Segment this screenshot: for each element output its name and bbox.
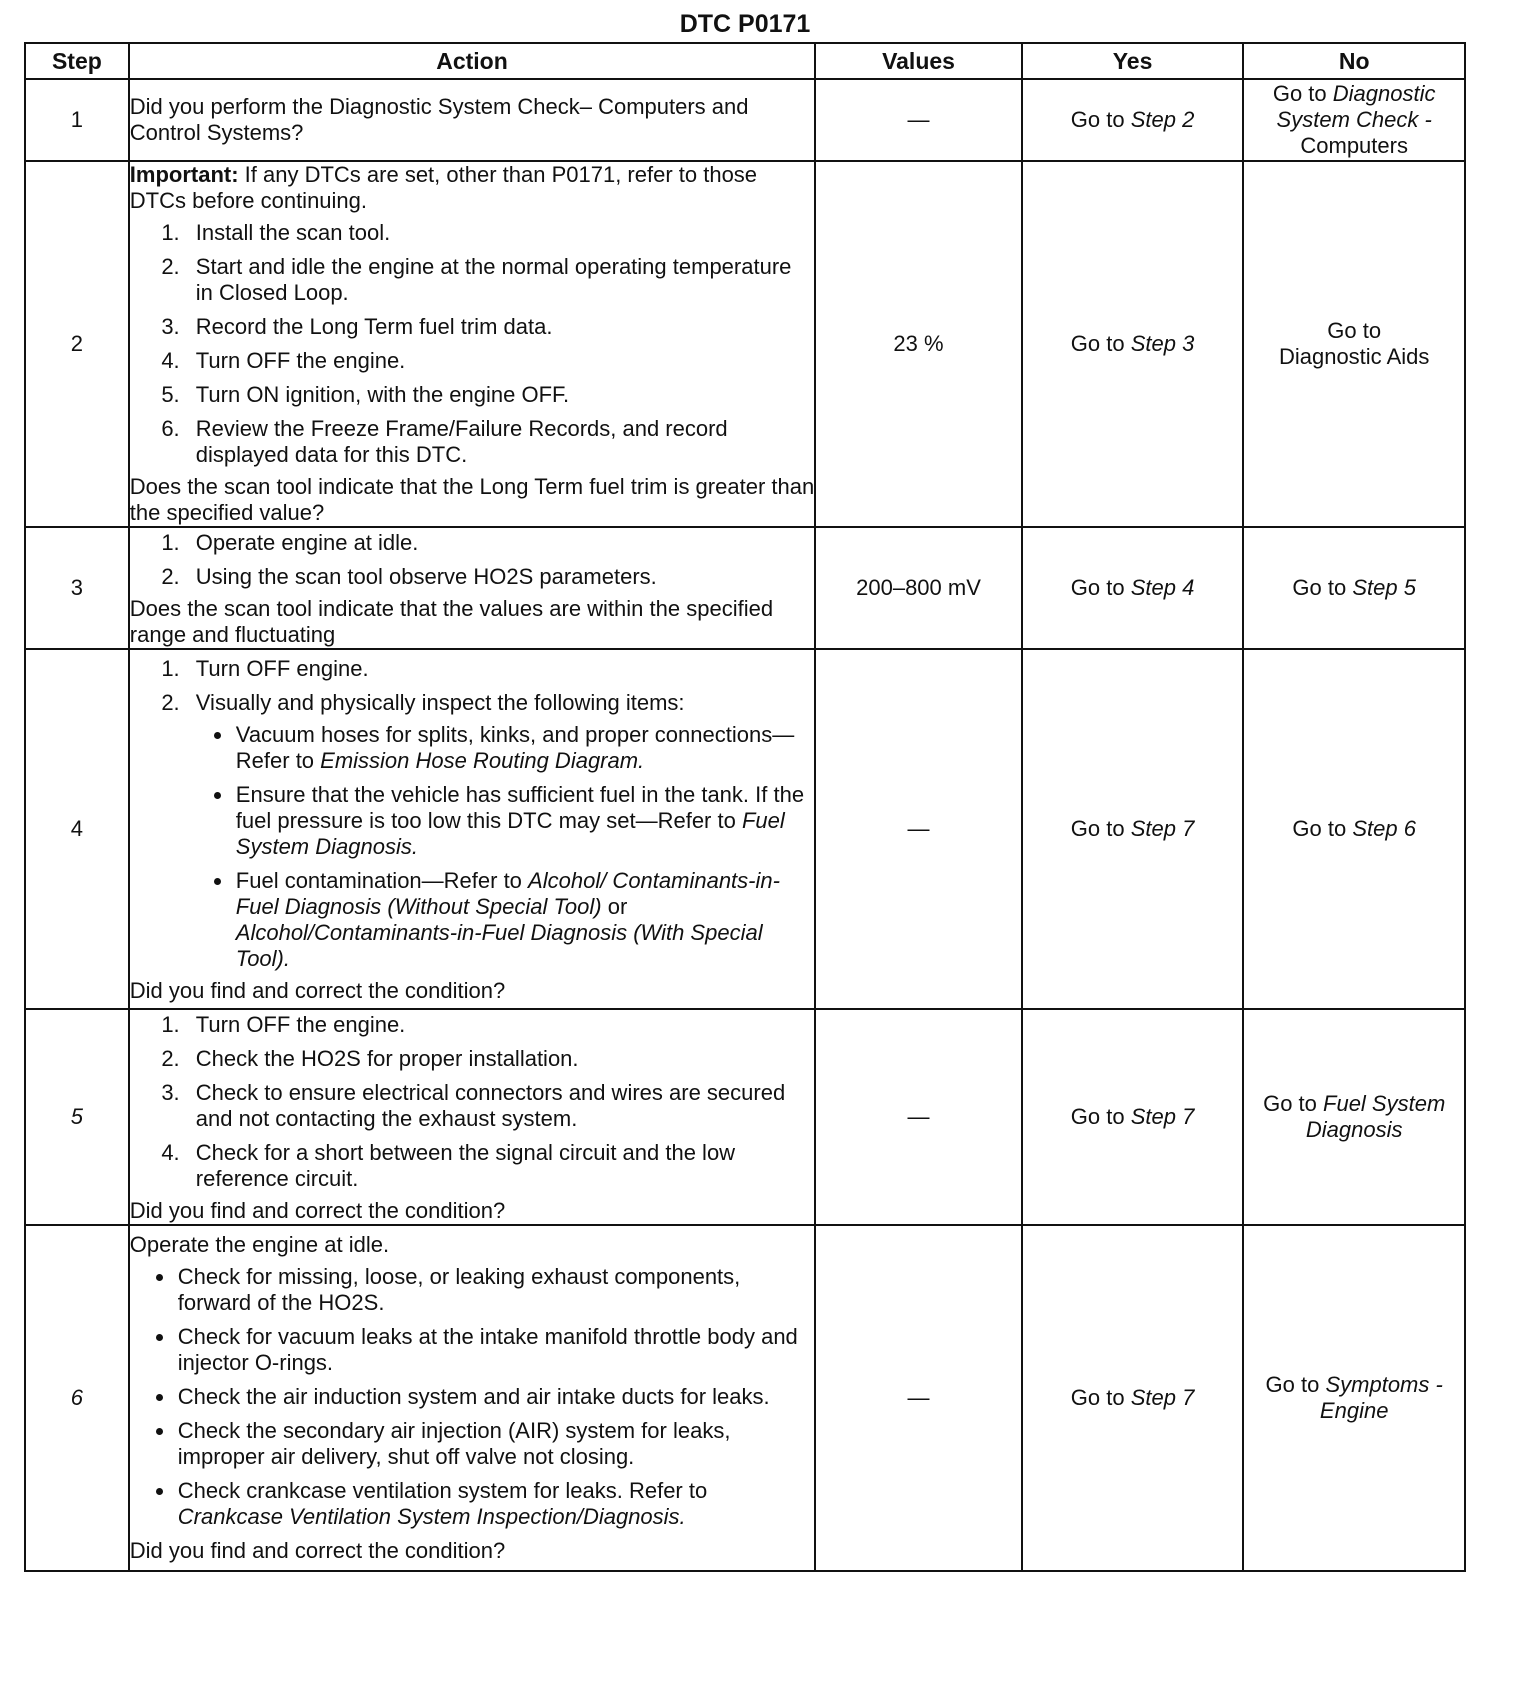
list-item: 4. Turn OFF the engine.: [186, 348, 814, 374]
reference-link[interactable]: Emission Hose Routing Diagram.: [320, 748, 645, 773]
step-number: 4: [25, 649, 129, 1009]
bullet-text: Check crankcase ventilation system for leaks. Refer to: [177, 1478, 708, 1503]
table-row: [25, 527, 1465, 649]
go-to-label: Go to: [1292, 816, 1347, 841]
reference-link[interactable]: Diagnostic Aids: [1278, 344, 1430, 369]
step-question: Did you find and correct the condition?: [129, 978, 506, 1003]
step-link[interactable]: Step 2: [1130, 107, 1195, 132]
go-to-label: Go to: [1070, 107, 1125, 132]
go-to-label: Go to: [1070, 1104, 1125, 1129]
header-step: Step: [25, 43, 129, 79]
step-action: [129, 161, 815, 527]
reference-link[interactable]: Crankcase Ventilation System Inspection/Diagnosis.: [177, 1504, 686, 1529]
step-number: 3: [25, 527, 129, 649]
step-question: Does the scan tool indicate that the Long Term fuel trim is greater than the specified value?: [129, 474, 815, 525]
header-values: Values: [815, 43, 1021, 79]
bullet-item: • Check for missing, loose, or leaking exhaust components, forward of the HO2S.: [176, 1264, 814, 1316]
list-item: 5. Turn ON ignition, with the engine OFF.: [186, 382, 814, 408]
list-item: 3. Record the Long Term fuel trim data.: [186, 314, 814, 340]
bullet-item: • Check the air induction system and air intake ducts for leaks.: [176, 1384, 814, 1410]
go-to-label: Go to: [1070, 331, 1125, 356]
document-title: DTC P0171: [679, 10, 811, 38]
list-item: [186, 690, 814, 972]
bullet-item: [234, 722, 814, 774]
step-link[interactable]: Step 7: [1130, 1104, 1195, 1129]
step-number: 6: [25, 1225, 129, 1571]
step-link[interactable]: Step 5: [1352, 575, 1416, 600]
header-action: Action: [129, 43, 815, 79]
table-row: [25, 1225, 1465, 1571]
list-item: 1. Turn OFF the engine.: [186, 1012, 814, 1038]
step-value: —: [815, 79, 1021, 161]
table-row: [25, 79, 1465, 161]
yes-cell: [1022, 161, 1244, 527]
reference-link[interactable]: Fuel System Diagnosis: [1305, 1091, 1446, 1142]
step-link[interactable]: Step 6: [1352, 816, 1416, 841]
instruction-list: [130, 220, 814, 468]
bullet-item: • Check for vacuum leaks at the intake manifold throttle body and injector O-rings.: [176, 1324, 814, 1376]
list-item-text: Visually and physically inspect the following items:: [195, 690, 685, 715]
list-item: 3. Check to ensure electrical connectors and wires are secured and not contacting the exhaust system.: [186, 1080, 814, 1132]
yes-cell: [1022, 649, 1244, 1009]
instruction-list: [130, 1012, 814, 1192]
step-link[interactable]: Step 3: [1130, 331, 1195, 356]
bullet-text: or: [601, 894, 628, 919]
step-action: [129, 79, 815, 161]
step-action: [129, 649, 815, 1009]
bullet-list: [130, 1264, 814, 1530]
header-no: No: [1243, 43, 1465, 79]
step-question: Did you find and correct the condition?: [129, 1198, 506, 1223]
go-to-label: Go to: [1070, 575, 1125, 600]
important-text: If any DTCs are set, other than P0171, refer to those DTCs before continuing.: [129, 162, 758, 213]
yes-cell: [1022, 1225, 1244, 1571]
reference-suffix: Computers: [1300, 133, 1408, 158]
no-cell: [1243, 1225, 1465, 1571]
reference-link[interactable]: Diagnostic System Check -: [1276, 81, 1436, 132]
instruction-list: [130, 530, 814, 590]
go-to-label: Go to: [1265, 1372, 1320, 1397]
reference-link[interactable]: Symptoms - Engine: [1319, 1372, 1443, 1423]
step-question: Did you find and correct the condition?: [129, 1538, 506, 1563]
table-row: [25, 161, 1465, 527]
step-question: Did you perform the Diagnostic System Check– Computers and Control Systems?: [129, 94, 749, 145]
go-to-label: Go to: [1070, 816, 1125, 841]
step-action: [129, 1225, 815, 1571]
list-item: 1. Turn OFF engine.: [186, 656, 814, 682]
no-cell: [1243, 527, 1465, 649]
bullet-item: [234, 782, 814, 860]
yes-cell: [1022, 527, 1244, 649]
step-value: —: [815, 1009, 1021, 1225]
step-number: 5: [25, 1009, 129, 1225]
go-to-label: Go to: [1070, 1385, 1125, 1410]
reference-link[interactable]: Alcohol/ Contaminants-in-Fuel Diagnosis (Without Special Tool): [235, 868, 780, 919]
step-link[interactable]: Step 4: [1130, 575, 1195, 600]
list-item: 4. Check for a short between the signal circuit and the low reference circuit.: [186, 1140, 814, 1192]
list-item: 2. Start and idle the engine at the normal operating temperature in Closed Loop.: [186, 254, 814, 306]
no-cell: [1243, 649, 1465, 1009]
go-to-label: Go to: [1272, 81, 1327, 106]
step-value: —: [815, 649, 1021, 1009]
list-item: 6. Review the Freeze Frame/Failure Records, and record displayed data for this DTC.: [186, 416, 814, 468]
step-action: [129, 1009, 815, 1225]
no-cell: [1243, 79, 1465, 161]
reference-link[interactable]: Alcohol/Contaminants-in-Fuel Diagnosis (With Special Tool).: [235, 920, 763, 971]
yes-cell: [1022, 79, 1244, 161]
no-cell: [1243, 1009, 1465, 1225]
table-row: [25, 1009, 1465, 1225]
reference-link[interactable]: Fuel System Diagnosis.: [235, 808, 785, 859]
bullet-item: • Check the secondary air injection (AIR) system for leaks, improper air delivery, shut off valve not closing.: [176, 1418, 814, 1470]
table-header-row: [25, 43, 1465, 79]
step-question: Does the scan tool indicate that the values are within the specified range and fluctuating: [129, 596, 774, 647]
no-cell: [1243, 161, 1465, 527]
step-value: 200–800 mV: [815, 527, 1021, 649]
go-to-label: Go to: [1263, 1091, 1317, 1116]
list-item: 2. Check the HO2S for proper installation.: [186, 1046, 814, 1072]
instruction-list: [130, 656, 814, 972]
step-value: —: [815, 1225, 1021, 1571]
yes-cell: [1022, 1009, 1244, 1225]
list-item: 2. Using the scan tool observe HO2S parameters.: [186, 564, 814, 590]
step-action: [129, 527, 815, 649]
bullet-text: Fuel contamination—Refer to: [235, 868, 529, 893]
step-number: 2: [25, 161, 129, 527]
step-number: 1: [25, 79, 129, 161]
step-link[interactable]: Step 7: [1130, 816, 1195, 841]
step-link[interactable]: Step 7: [1130, 1385, 1195, 1410]
important-note: [130, 162, 814, 214]
bullet-text: Vacuum hoses for splits, kinks, and proper connections—Refer to: [235, 722, 795, 773]
bullet-item: [176, 1478, 814, 1530]
header-yes: Yes: [1022, 43, 1244, 79]
bullet-list: [196, 722, 814, 972]
important-label: Important:: [129, 162, 239, 187]
diagnostic-table: [24, 42, 1466, 1572]
table-row: [25, 649, 1465, 1009]
go-to-label: Go to: [1292, 575, 1347, 600]
bullet-text: Ensure that the vehicle has sufficient fuel in the tank. If the fuel pressure is too low this DTC may set—Refer to: [235, 782, 805, 833]
list-item: 1. Install the scan tool.: [186, 220, 814, 246]
list-item: 1. Operate engine at idle.: [186, 530, 814, 556]
go-to-label: Go to: [1327, 318, 1382, 343]
step-intro: Operate the engine at idle.: [129, 1232, 390, 1257]
bullet-item: [234, 868, 814, 972]
step-value: 23 %: [815, 161, 1021, 527]
